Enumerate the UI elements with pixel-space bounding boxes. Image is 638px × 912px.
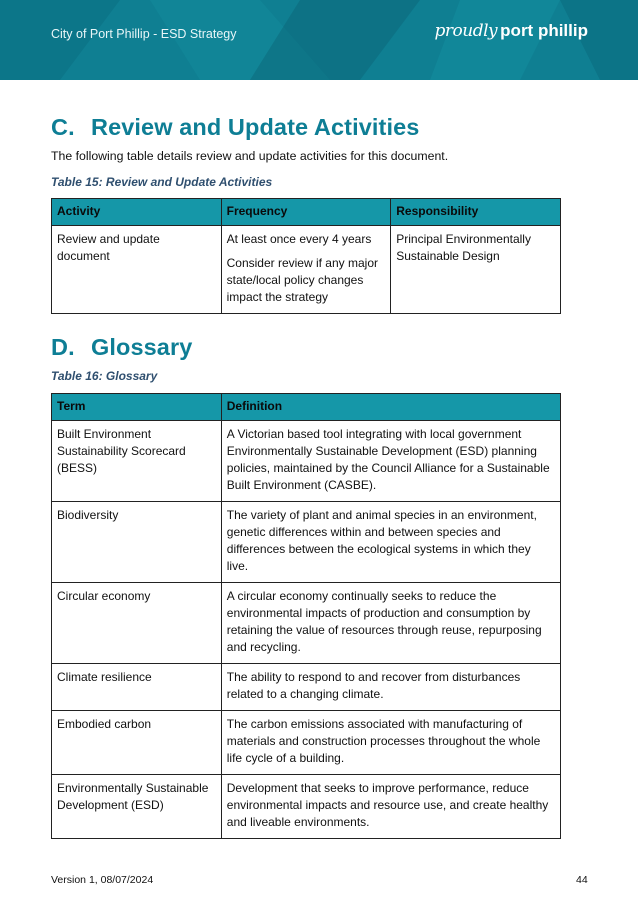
section-d-title: Glossary bbox=[91, 334, 193, 360]
glossary-definition: A circular economy continually seeks to reduce the environmental impacts of production and consumption by retaining the value of resources through reuse, repurposing and recycling. bbox=[221, 583, 560, 664]
header-banner bbox=[0, 0, 638, 80]
glossary-definition: The variety of plant and animal species in an environment, genetic differences within and between species and differences between the ecological systems in which they live. bbox=[221, 502, 560, 583]
frequency-note: Consider review if any major state/local policy changes impact the strategy bbox=[226, 256, 378, 304]
brand-logo bbox=[435, 21, 588, 41]
responsibility-cell: Principal Environmentally Sustainable Design bbox=[391, 226, 561, 314]
version-footer: Version 1, 08/07/2024 bbox=[51, 874, 154, 886]
glossary-definition: The ability to respond to and recover from disturbances related to a changing climate. bbox=[221, 664, 560, 711]
glossary-term: Climate resilience bbox=[52, 664, 222, 711]
glossary-term: Built Environment Sustainability Scorecard (BESS) bbox=[52, 421, 222, 502]
table-row bbox=[52, 711, 561, 775]
logo-script-text: proudly bbox=[434, 21, 498, 41]
section-d-heading bbox=[51, 334, 192, 361]
table-15-caption: Table 15: Review and Update Activities bbox=[51, 175, 273, 189]
logo-bold-text: port phillip bbox=[500, 21, 588, 40]
column-header: Frequency bbox=[221, 199, 391, 226]
table-row bbox=[52, 421, 561, 502]
glossary-term: Environmentally Sustainable Development (ESD) bbox=[52, 775, 222, 839]
table-header-row bbox=[52, 199, 561, 226]
column-header: Term bbox=[52, 394, 222, 421]
section-c-title: Review and Update Activities bbox=[91, 114, 420, 140]
table-row bbox=[52, 664, 561, 711]
section-c-heading bbox=[51, 114, 419, 141]
table-row bbox=[52, 775, 561, 839]
document-title: City of Port Phillip - ESD Strategy bbox=[51, 27, 237, 41]
glossary-term: Embodied carbon bbox=[52, 711, 222, 775]
table-header-row bbox=[52, 394, 561, 421]
section-c-intro: The following table details review and update activities for this document. bbox=[51, 149, 449, 163]
glossary-term: Circular economy bbox=[52, 583, 222, 664]
activity-cell: Review and update document bbox=[52, 226, 222, 314]
frequency-text: At least once every 4 years bbox=[226, 232, 372, 246]
glossary-table bbox=[51, 393, 561, 839]
frequency-cell bbox=[221, 226, 391, 314]
table-row bbox=[52, 502, 561, 583]
section-d-letter: D. bbox=[51, 334, 75, 360]
glossary-definition: Development that seeks to improve performance, reduce environmental impacts and resource use, and create healthy and liveable environments. bbox=[221, 775, 560, 839]
page-number: 44 bbox=[576, 874, 588, 886]
glossary-term: Biodiversity bbox=[52, 502, 222, 583]
table-row bbox=[52, 226, 561, 314]
column-header: Activity bbox=[52, 199, 222, 226]
table-16-caption: Table 16: Glossary bbox=[51, 369, 158, 383]
glossary-definition: A Victorian based tool integrating with local government Environmentally Sustainable Development (ESD) planning policies, maintained by the Council Alliance for a Sustainable Built Environment (CASBE). bbox=[221, 421, 560, 502]
review-activities-table bbox=[51, 198, 561, 314]
column-header: Definition bbox=[221, 394, 560, 421]
column-header: Responsibility bbox=[391, 199, 561, 226]
section-c-letter: C. bbox=[51, 114, 75, 140]
glossary-definition: The carbon emissions associated with manufacturing of materials and construction processes throughout the whole life cycle of a building. bbox=[221, 711, 560, 775]
table-row bbox=[52, 583, 561, 664]
